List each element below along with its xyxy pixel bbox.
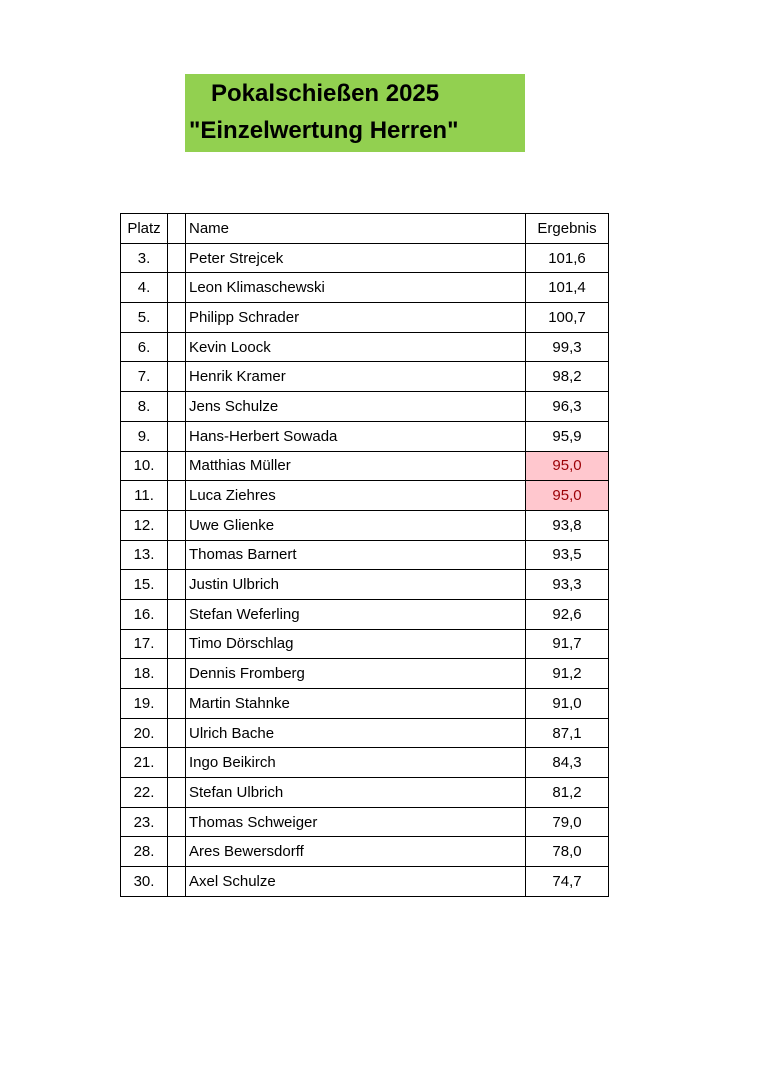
table-row [121,629,609,659]
cell-platz: 28. [121,837,168,867]
cell-ergebnis: 93,8 [526,510,609,540]
cell-blank [168,689,186,719]
cell-platz: 23. [121,807,168,837]
cell-blank [168,421,186,451]
cell-name: Philipp Schrader [186,303,526,333]
table-row [121,599,609,629]
cell-platz: 20. [121,718,168,748]
cell-platz: 5. [121,303,168,333]
cell-name: Hans-Herbert Sowada [186,421,526,451]
cell-platz: 4. [121,273,168,303]
cell-blank [168,718,186,748]
cell-platz: 17. [121,629,168,659]
table-row [121,807,609,837]
table-body [121,243,609,896]
cell-blank [168,481,186,511]
cell-ergebnis: 79,0 [526,807,609,837]
cell-name: Timo Dörschlag [186,629,526,659]
table-row [121,778,609,808]
cell-blank [168,332,186,362]
cell-platz: 6. [121,332,168,362]
cell-ergebnis: 74,7 [526,867,609,897]
table-row [121,570,609,600]
cell-ergebnis: 99,3 [526,332,609,362]
cell-blank [168,867,186,897]
table-row [121,243,609,273]
cell-ergebnis: 87,1 [526,718,609,748]
cell-blank [168,510,186,540]
cell-name: Leon Klimaschewski [186,273,526,303]
cell-ergebnis: 101,4 [526,273,609,303]
cell-name: Henrik Kramer [186,362,526,392]
cell-blank [168,599,186,629]
table-row [121,303,609,333]
cell-name: Ingo Beikirch [186,748,526,778]
cell-blank [168,837,186,867]
cell-ergebnis: 95,0 [526,451,609,481]
cell-ergebnis: 92,6 [526,599,609,629]
cell-blank [168,778,186,808]
cell-ergebnis: 96,3 [526,392,609,422]
cell-blank [168,362,186,392]
cell-blank [168,570,186,600]
cell-platz: 12. [121,510,168,540]
cell-ergebnis: 78,0 [526,837,609,867]
cell-ergebnis: 91,7 [526,629,609,659]
cell-name: Jens Schulze [186,392,526,422]
header-blank [168,214,186,244]
cell-name: Stefan Weferling [186,599,526,629]
cell-blank [168,243,186,273]
cell-blank [168,629,186,659]
header-ergebnis: Ergebnis [526,214,609,244]
cell-blank [168,659,186,689]
cell-name: Justin Ulbrich [186,570,526,600]
table-row [121,689,609,719]
cell-blank [168,273,186,303]
cell-blank [168,451,186,481]
header-platz: Platz [121,214,168,244]
cell-platz: 18. [121,659,168,689]
table-row [121,421,609,451]
cell-blank [168,748,186,778]
cell-blank [168,392,186,422]
cell-ergebnis: 100,7 [526,303,609,333]
cell-name: Thomas Barnert [186,540,526,570]
cell-name: Peter Strejcek [186,243,526,273]
cell-name: Matthias Müller [186,451,526,481]
table-row [121,273,609,303]
cell-name: Thomas Schweiger [186,807,526,837]
cell-platz: 21. [121,748,168,778]
table-row [121,362,609,392]
cell-name: Ares Bewersdorff [186,837,526,867]
cell-name: Axel Schulze [186,867,526,897]
cell-name: Dennis Fromberg [186,659,526,689]
cell-name: Stefan Ulbrich [186,778,526,808]
cell-ergebnis: 95,0 [526,481,609,511]
header-name: Name [186,214,526,244]
results-table [120,213,609,897]
cell-platz: 16. [121,599,168,629]
cell-name: Martin Stahnke [186,689,526,719]
cell-ergebnis: 93,3 [526,570,609,600]
cell-ergebnis: 101,6 [526,243,609,273]
cell-platz: 7. [121,362,168,392]
cell-ergebnis: 98,2 [526,362,609,392]
cell-ergebnis: 84,3 [526,748,609,778]
cell-ergebnis: 93,5 [526,540,609,570]
page-subtitle: "Einzelwertung Herren" [189,117,459,144]
table-row [121,481,609,511]
cell-platz: 13. [121,540,168,570]
table-row [121,510,609,540]
cell-platz: 3. [121,243,168,273]
table-header-row [121,214,609,244]
table-row [121,540,609,570]
table-row [121,837,609,867]
cell-ergebnis: 95,9 [526,421,609,451]
cell-name: Kevin Loock [186,332,526,362]
table-row [121,451,609,481]
table-row [121,748,609,778]
cell-platz: 10. [121,451,168,481]
cell-platz: 11. [121,481,168,511]
cell-name: Ulrich Bache [186,718,526,748]
table-row [121,659,609,689]
table-row [121,718,609,748]
cell-name: Luca Ziehres [186,481,526,511]
cell-platz: 22. [121,778,168,808]
cell-platz: 30. [121,867,168,897]
cell-ergebnis: 91,0 [526,689,609,719]
cell-platz: 15. [121,570,168,600]
page-title: Pokalschießen 2025 [211,80,440,107]
cell-platz: 9. [121,421,168,451]
table-row [121,332,609,362]
cell-platz: 8. [121,392,168,422]
cell-ergebnis: 81,2 [526,778,609,808]
cell-ergebnis: 91,2 [526,659,609,689]
cell-blank [168,540,186,570]
table-row [121,392,609,422]
cell-blank [168,303,186,333]
title-box [185,74,525,152]
cell-name: Uwe Glienke [186,510,526,540]
cell-blank [168,807,186,837]
cell-platz: 19. [121,689,168,719]
table-row [121,867,609,897]
